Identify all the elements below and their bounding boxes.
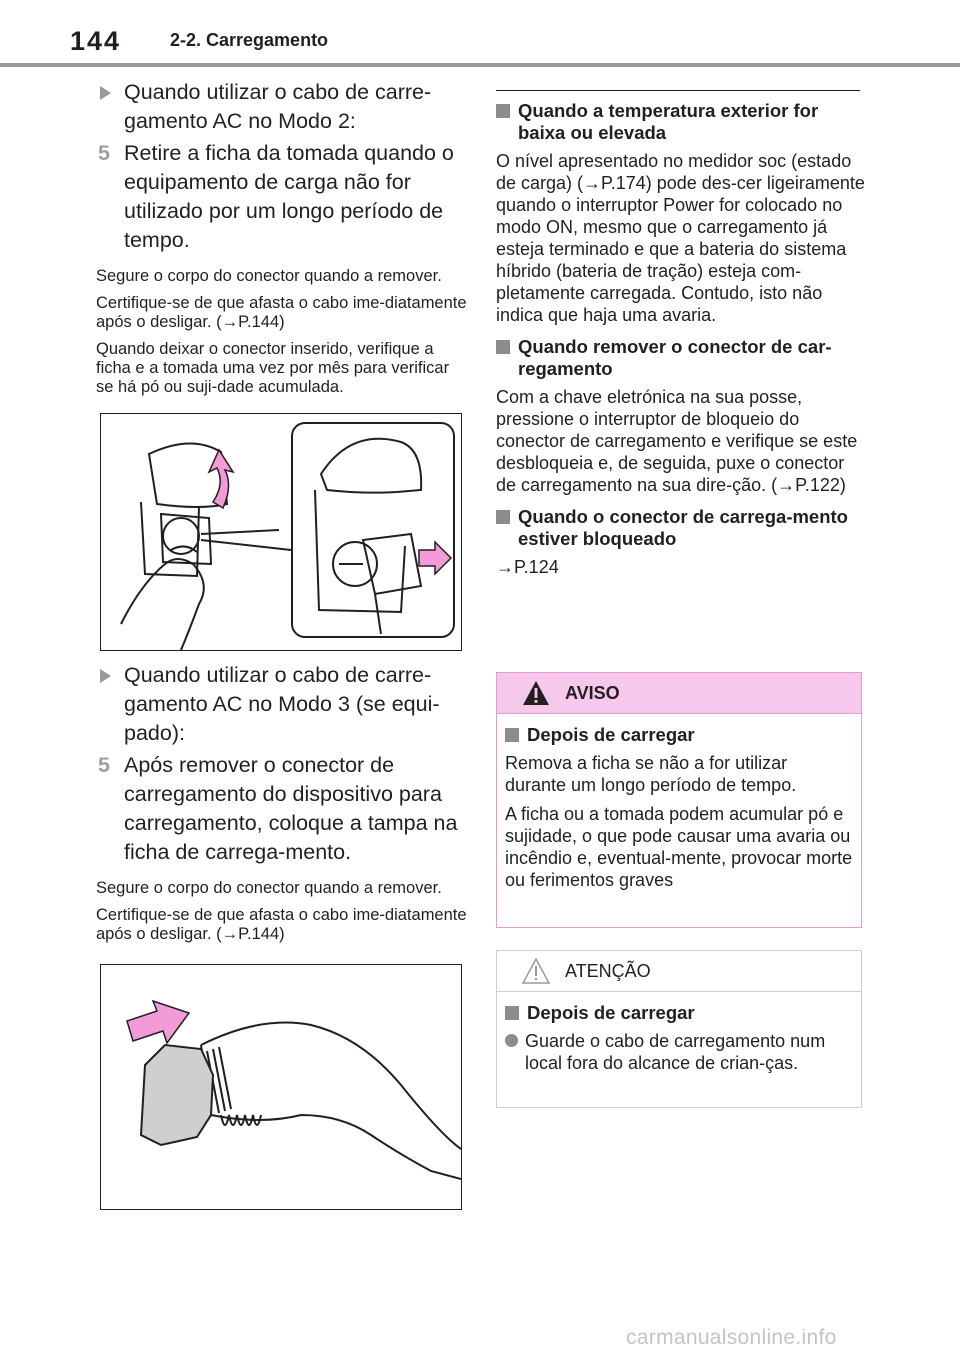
- caution-bullet-text: Guarde o cabo de carregamento num local fora do alcance de crian-ças.: [525, 1031, 826, 1073]
- caution-bullet: [505, 1030, 853, 1074]
- section-heading-text: Quando o conector de carrega-mento estiver bloqueado: [518, 506, 848, 549]
- caution-box: [496, 950, 862, 1108]
- page-reference[interactable]: →P.124: [496, 557, 559, 577]
- warning-triangle-icon: [521, 679, 551, 707]
- column-top-rule: [496, 90, 860, 91]
- section-heading: [496, 100, 866, 144]
- note: Quando deixar o conector inserido, verifique a ficha e a tomada uma vez por mês para verificar se há pó ou suji-dade acumulada.: [96, 340, 450, 396]
- caution-header: [497, 951, 861, 992]
- condition-mode2: [96, 78, 468, 136]
- square-bullet-icon: [505, 728, 519, 742]
- note: Certifique-se de que afasta o cabo ime-diatamente após o desligar. (→P.144): [96, 906, 467, 943]
- connector-cap-illustration: [101, 965, 461, 1209]
- circle-bullet-icon: [505, 1034, 518, 1047]
- section-heading-text: Quando a temperatura exterior for baixa ou elevada: [518, 100, 819, 143]
- watermark: carmanualsonline.info: [626, 1326, 837, 1349]
- square-bullet-icon: [496, 510, 510, 524]
- step-text: Retire a ficha da tomada quando o equipamento de carga não for utilizado por um longo período de tempo.: [124, 141, 454, 252]
- note: Segure o corpo do conector quando a remover.: [96, 267, 442, 285]
- step-number: 5: [98, 141, 110, 165]
- warning-subheading: [505, 724, 853, 746]
- warning-body: [497, 714, 861, 891]
- square-bullet-icon: [505, 1006, 519, 1020]
- section-heading: [496, 506, 866, 550]
- condition-mode3-text: Quando utilizar o cabo de carre-gamento AC no Modo 3 (se equi-pado):: [124, 663, 440, 745]
- triangle-bullet-icon: [100, 669, 111, 683]
- square-bullet-icon: [496, 340, 510, 354]
- page-header: [0, 0, 960, 68]
- warning-text: A ficha ou a tomada podem acumular pó e sujidade, o que pode causar uma avaria ou incêndio e, eventual-mente, provocar morte ou ferimentos graves: [505, 804, 853, 890]
- header-divider: [0, 63, 960, 67]
- left-column: [96, 78, 468, 1210]
- step-5-mode3: [96, 751, 468, 867]
- section-body: Com a chave eletrónica na sua posse, pressione o interruptor de bloqueio do conector de carregamento e verifique se este desbloqueia e, de seguida, puxe o conector de carregamento na sua dire-ção. (→P.122): [496, 387, 858, 495]
- chapter-title: 2-2. Carregamento: [170, 30, 329, 50]
- condition-mode3: [96, 661, 468, 748]
- step-5-mode2: [96, 139, 468, 255]
- triangle-bullet-icon: [100, 86, 111, 100]
- warning-text: Remova a ficha se não a for utilizar durante um longo período de tempo.: [505, 753, 797, 795]
- step-number: 5: [98, 753, 110, 777]
- note: Certifique-se de que afasta o cabo ime-diatamente após o desligar. (→P.144): [96, 294, 467, 331]
- warning-title: AVISO: [565, 683, 620, 703]
- illustration-connector-cap: [100, 964, 462, 1210]
- warning-subheading-text: Depois de carregar: [527, 724, 695, 745]
- caution-body: [497, 992, 861, 1074]
- section-heading: [496, 336, 866, 380]
- right-column: [496, 92, 866, 588]
- caution-title: ATENÇÃO: [565, 961, 651, 981]
- page-number: 144: [70, 26, 122, 56]
- illustration-unplug-mode2: [100, 413, 462, 651]
- warning-header: [497, 673, 861, 714]
- warning-box: [496, 672, 862, 928]
- condition-mode2-text: Quando utilizar o cabo de carre-gamento AC no Modo 2:: [124, 80, 432, 133]
- square-bullet-icon: [496, 104, 510, 118]
- caution-triangle-icon: [521, 957, 551, 985]
- caution-subheading: [505, 1002, 853, 1024]
- detail-inset-frame: [291, 422, 455, 638]
- section-heading-text: Quando remover o conector de car-regamento: [518, 336, 832, 379]
- note: Segure o corpo do conector quando a remover.: [96, 879, 442, 897]
- caution-subheading-text: Depois de carregar: [527, 1002, 695, 1023]
- step-text: Após remover o conector de carregamento do dispositivo para carregamento, coloque a tampa na ficha de carrega-mento.: [124, 753, 458, 864]
- section-body: O nível apresentado no medidor soc (estado de carga) (→P.174) pode des-cer ligeiramente quando o interruptor Power for colocado no modo ON, mesmo que o carregamento já esteja terminado e que a bateria do sistema híbrido (bateria de tração) esteja com-pletamente carregada. Contudo, isto não indica que haja uma avaria.: [496, 151, 865, 325]
